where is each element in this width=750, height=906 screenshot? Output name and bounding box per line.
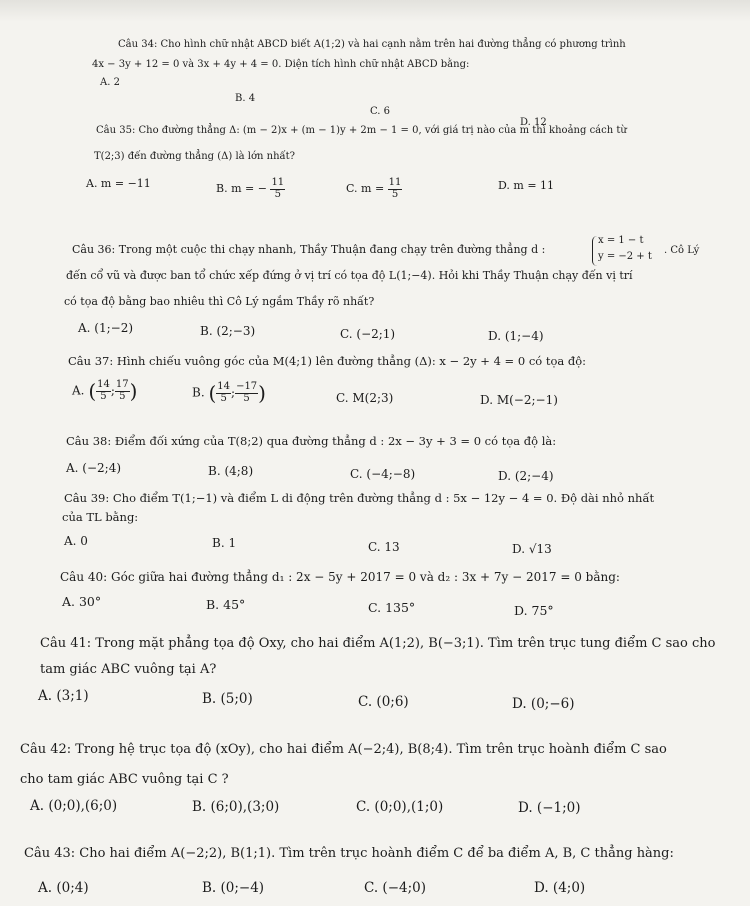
q37-a-frac2: [115, 380, 130, 402]
q41-option-c: C. (0;6): [358, 694, 409, 710]
q36-line2: đến cổ vũ và được ban tổ chức xếp đứng ở vị trí có tọa độ L(1;−4). Hỏi khi Thầy Thuận chạy đến vị trí: [66, 269, 633, 282]
q37-option-d: D. M(−2;−1): [480, 393, 558, 407]
q37-b-d2: 5: [243, 392, 250, 404]
q37-a-frac1: [96, 380, 111, 402]
q42-option-c: C. (0;0),(1;0): [356, 799, 444, 815]
q35-option-d: D. m = 11: [498, 179, 555, 192]
q35-c-den: 5: [391, 188, 399, 200]
q38-option-b: B. (4;8): [208, 464, 254, 478]
q36-tail: . Cô Lý: [664, 245, 700, 256]
q41-option-d: D. (0;−6): [512, 696, 575, 712]
q39-option-b: B. 1: [212, 536, 237, 550]
q35-stem: Câu 35: Cho đường thẳng Δ: (m − 2)x + (m − 1)y + 2m − 1 = 0, với giá trị nào của m thì khoảng cách từ: [96, 125, 627, 136]
q43-stem: Câu 43: Cho hai điểm A(−2;2), B(1;1). Tìm trên trục hoành điểm C để ba điểm A, B, C thẳng hàng:: [24, 846, 674, 861]
q37-b-frac1: [216, 382, 231, 404]
q35-option-b-fraction: [270, 178, 285, 200]
q37-stem: Câu 37: Hình chiếu vuông góc của M(4;1) lên đường thẳng (Δ): x − 2y + 4 = 0 có tọa độ:: [68, 354, 587, 368]
q37-option-c: C. M(2;3): [336, 391, 394, 405]
q40-option-d: D. 75°: [514, 603, 554, 618]
q34-option-a: A. 2: [100, 77, 120, 88]
q39-option-d: D. √13: [512, 542, 552, 556]
q42-option-d: D. (−1;0): [518, 800, 581, 816]
q42-option-b: B. (6;0),(3;0): [192, 799, 280, 815]
q35-option-b: [216, 178, 285, 200]
q39-option-c: C. 13: [368, 540, 400, 554]
q41-option-b: B. (5;0): [202, 691, 253, 707]
q37-b-frac2: [235, 382, 258, 404]
q36-system-eq1: x = 1 − t: [598, 235, 644, 246]
q34-stem: Câu 34: Cho hình chữ nhật ABCD biết A(1;2) và hai cạnh nằm trên hai đường thẳng có phương trình: [118, 39, 626, 50]
q37-a-label: A.: [72, 383, 85, 398]
q42-option-a: A. (0;0),(6;0): [30, 798, 118, 814]
q42-line2: cho tam giác ABC vuông tại C ?: [20, 772, 229, 787]
q35-b-num: 11: [271, 177, 285, 188]
q36-option-b: B. (2;−3): [200, 324, 256, 338]
q35-option-a: A. m = −11: [86, 177, 151, 190]
q37-a-d2: 5: [119, 390, 126, 402]
q39-line2: của TL bằng:: [62, 510, 139, 524]
q36-system-eq2: y = −2 + t: [598, 251, 652, 262]
q35-option-c-prefix: C. m =: [346, 182, 385, 195]
q40-option-a: A. 30°: [62, 594, 102, 609]
q36-line3: có tọa độ bằng bao nhiêu thì Cô Lý ngắm Thầy rõ nhất?: [64, 295, 375, 308]
q43-option-a: A. (0;4): [38, 880, 89, 896]
top-shadow: [0, 0, 750, 22]
q43-option-c: C. (−4;0): [364, 880, 427, 896]
q36-option-a: A. (1;−2): [78, 321, 134, 335]
q38-option-d: D. (2;−4): [498, 469, 554, 483]
q34-option-d: D. 12: [520, 117, 547, 128]
q38-option-a: A. (−2;4): [66, 461, 122, 475]
q35-option-c: [346, 178, 402, 200]
q39-stem: Câu 39: Cho điểm T(1;−1) và điểm L di động trên đường thẳng d : 5x − 12y − 4 = 0. Độ dài nhỏ nhất: [64, 491, 655, 505]
q37-option-b: B. ( $\frac{14}{5}$ ; $\frac{-17}{5}$ ): [192, 381, 266, 405]
q40-option-b: B. 45°: [206, 597, 246, 612]
q36-system-brace: [592, 236, 597, 266]
q37-a-n1: 14: [97, 379, 110, 390]
q35-b-den: 5: [274, 188, 281, 200]
q41-option-a: A. (3;1): [38, 688, 89, 704]
q35-option-b-prefix: B. m = −: [216, 182, 267, 195]
q35-c-num: 11: [388, 177, 402, 188]
q41-line2: tam giác ABC vuông tại A?: [40, 662, 217, 677]
q40-option-c: C. 135°: [368, 600, 416, 615]
q34-option-c: C. 6: [370, 106, 391, 117]
q38-option-c: C. (−4;−8): [350, 467, 416, 481]
q43-option-b: B. (0;−4): [202, 880, 265, 896]
q37-b-n2: −17: [236, 381, 258, 392]
q38-stem: Câu 38: Điểm đối xứng của T(8;2) qua đường thẳng d : 2x − 3y + 3 = 0 có tọa độ là:: [66, 434, 557, 448]
q40-stem: Câu 40: Góc giữa hai đường thẳng d₁ : 2x − 5y + 2017 = 0 và d₂ : 3x + 7y − 2017 = 0 bằng:: [60, 570, 620, 584]
q43-option-d: D. (4;0): [534, 880, 586, 896]
q35-option-c-fraction: [388, 178, 403, 200]
q35-line2: T(2;3) đến đường thẳng (Δ) là lớn nhất?: [94, 151, 296, 162]
q39-option-a: A. 0: [64, 534, 88, 548]
q36-option-c: C. (−2;1): [340, 327, 396, 341]
q37-a-d1: 5: [100, 390, 107, 402]
q41-stem: Câu 41: Trong mặt phẳng tọa độ Oxy, cho hai điểm A(1;2), B(−3;1). Tìm trên trục tung điểm C sao cho: [40, 636, 716, 651]
q34-option-b: B. 4: [235, 93, 256, 104]
q37-option-a: A. ( $\frac{14}{5}$ ; $\frac{17}{5}$ ): [72, 379, 138, 403]
q37-b-n1: 14: [217, 381, 231, 392]
q37-b-d1: 5: [220, 392, 227, 404]
q37-a-n2: 17: [115, 379, 129, 390]
q37-b-label: B.: [192, 385, 205, 400]
q36-stem: Câu 36: Trong một cuộc thi chạy nhanh, Thầy Thuận đang chạy trên đường thẳng d :: [72, 243, 546, 256]
q34-line2: 4x − 3y + 12 = 0 và 3x + 4y + 4 = 0. Diện tích hình chữ nhật ABCD bằng:: [92, 59, 470, 70]
q36-option-d: D. (1;−4): [488, 329, 544, 343]
q42-stem: Câu 42: Trong hệ trục tọa độ (xOy), cho hai điểm A(−2;4), B(8;4). Tìm trên trục hoành điểm C sao: [20, 742, 667, 757]
